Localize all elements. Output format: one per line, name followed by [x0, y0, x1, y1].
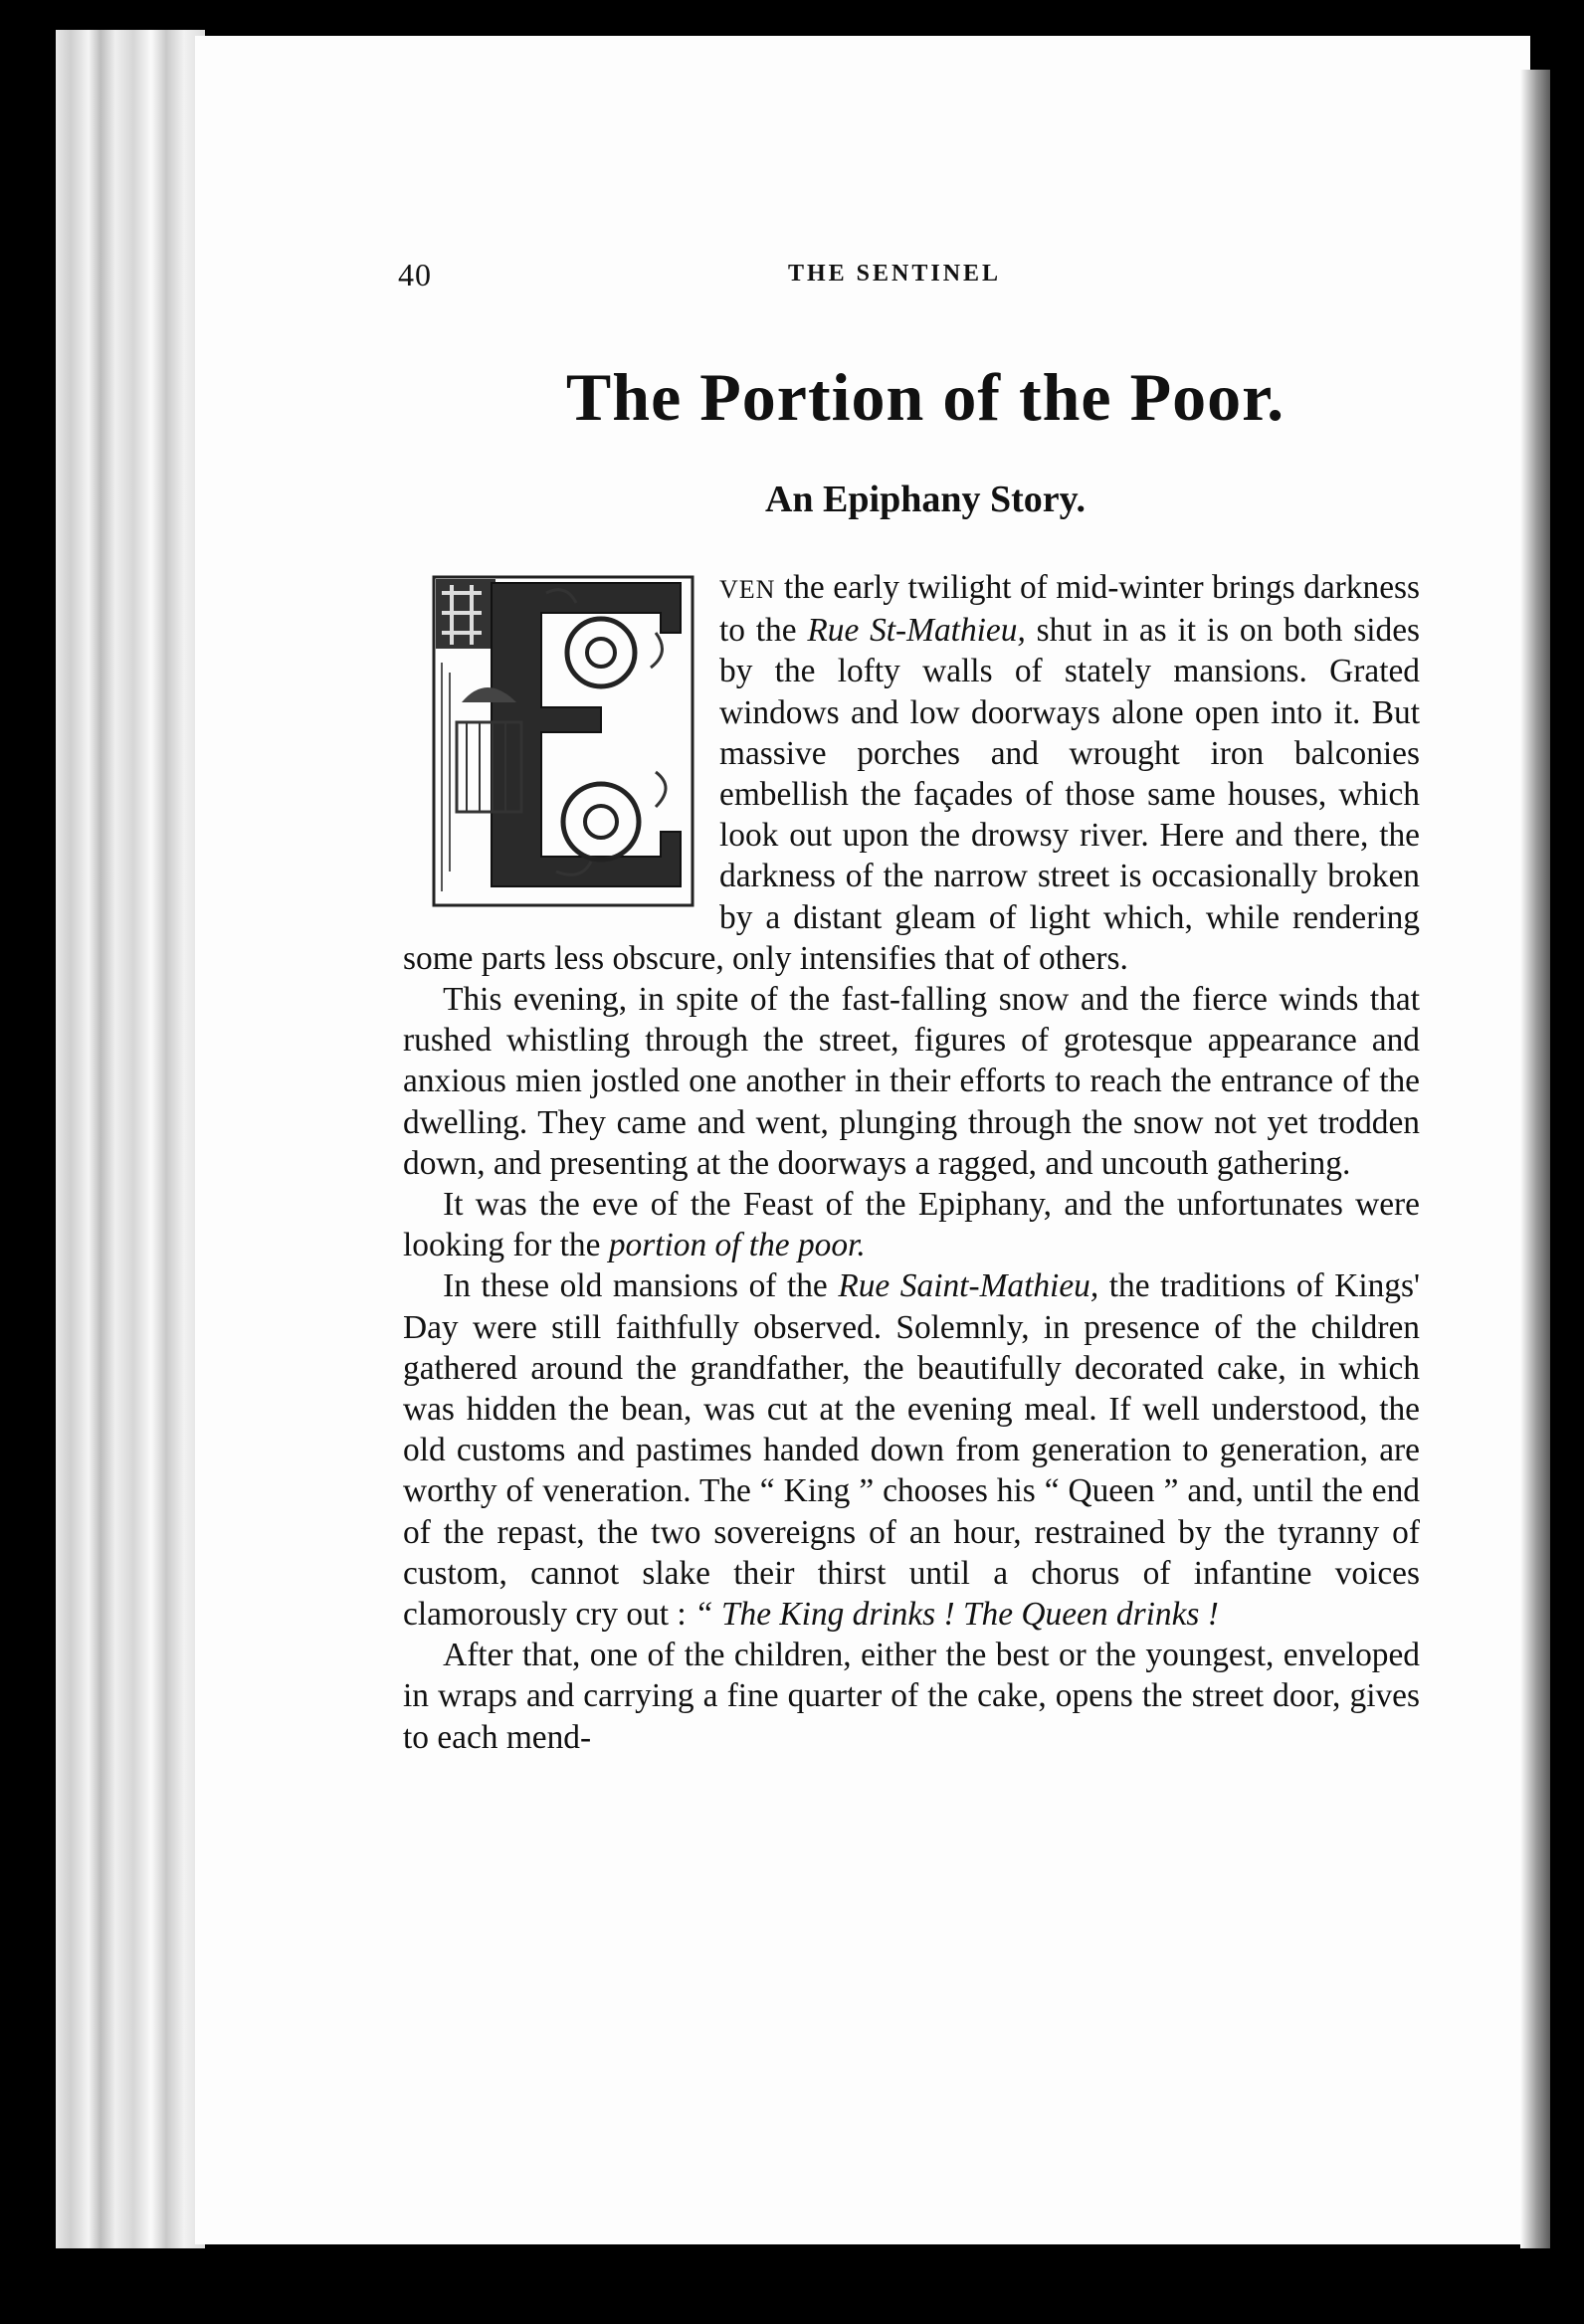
paragraph-4 — [403, 1265, 1420, 1635]
article-title: The Portion of the Poor. — [565, 359, 1286, 435]
article-subtitle: An Epiphany Story. — [764, 479, 1087, 520]
page-right-edge-shadow — [1520, 70, 1550, 2248]
paragraph-3-text-a: It was the eve of the Feast of the Epiphany, and the unfortunates were looking for the — [403, 1186, 1420, 1264]
italic-street-name-full: Rue Saint-Mathieu, — [838, 1267, 1099, 1305]
paragraph-1-text-a: the early twilight of mid-winter brings darkness to the — [719, 569, 1420, 650]
paragraph-3 — [403, 1184, 1420, 1265]
paragraph-1 — [403, 567, 1420, 979]
smallcaps-opening: VEN — [719, 575, 776, 604]
italic-king-drinks: “ The King drinks ! The Queen drinks ! — [694, 1596, 1219, 1634]
book-spine-edge — [56, 30, 205, 2248]
italic-street-name: Rue St-Mathieu, — [807, 612, 1026, 650]
journal-title: THE SENTINEL — [788, 261, 1002, 287]
italic-portion-phrase: portion of the poor. — [608, 1227, 866, 1264]
dropcap-spacer — [403, 567, 719, 933]
paragraph-4-text-a: In these old mansions of the — [443, 1267, 839, 1305]
paragraph-4-text-c: the traditions of Kings' Day were still faithfully observed. Solemnly, in presence of the children gathered around the grandfather, the beautifully decorated cake, in which was hidden the bean, was cut at the evening meal. If well understood, the old customs and pastimes handed down from generation to generation, are worthy of veneration. The “ King ” chooses his “ Queen ” and, until the end of the repast, the two sovereigns of an hour, restrained by the tyranny of custom, cannot slake their thirst until a chorus of infantine voices clamorously cry out : — [403, 1267, 1420, 1634]
paragraph-1-text-c: shut in as it is on both sides by the lofty walls of stately mansions. Grated windows and low doorways alone open into it. But massive porches and wrought iron balconies embellish the façades of those same houses, which look out upon the drowsy river. Here and there, the darkness of the narrow street is occasionally broken by a distant gleam of light which, while rendering some parts less obscure, only intensifies that of others. — [403, 612, 1421, 977]
running-head — [398, 257, 1423, 296]
paragraph-2: This evening, in spite of the fast-falling snow and the fierce winds that rushed whistling through the street, figures of grotesque appearance and anxious mien jostled one another in their efforts to reach the entrance of the dwelling. They came and went, plunging through the snow not yet trodden down, and presenting at the doorways a ragged, and uncouth gathering. — [403, 981, 1420, 1182]
page-number: 40 — [398, 257, 432, 292]
article-body — [403, 567, 1420, 1758]
paragraph-5: After that, one of the children, either the best or the youngest, enveloped in wraps and carrying a fine quarter of the cake, opens the street door, gives to each mend- — [403, 1637, 1420, 1756]
